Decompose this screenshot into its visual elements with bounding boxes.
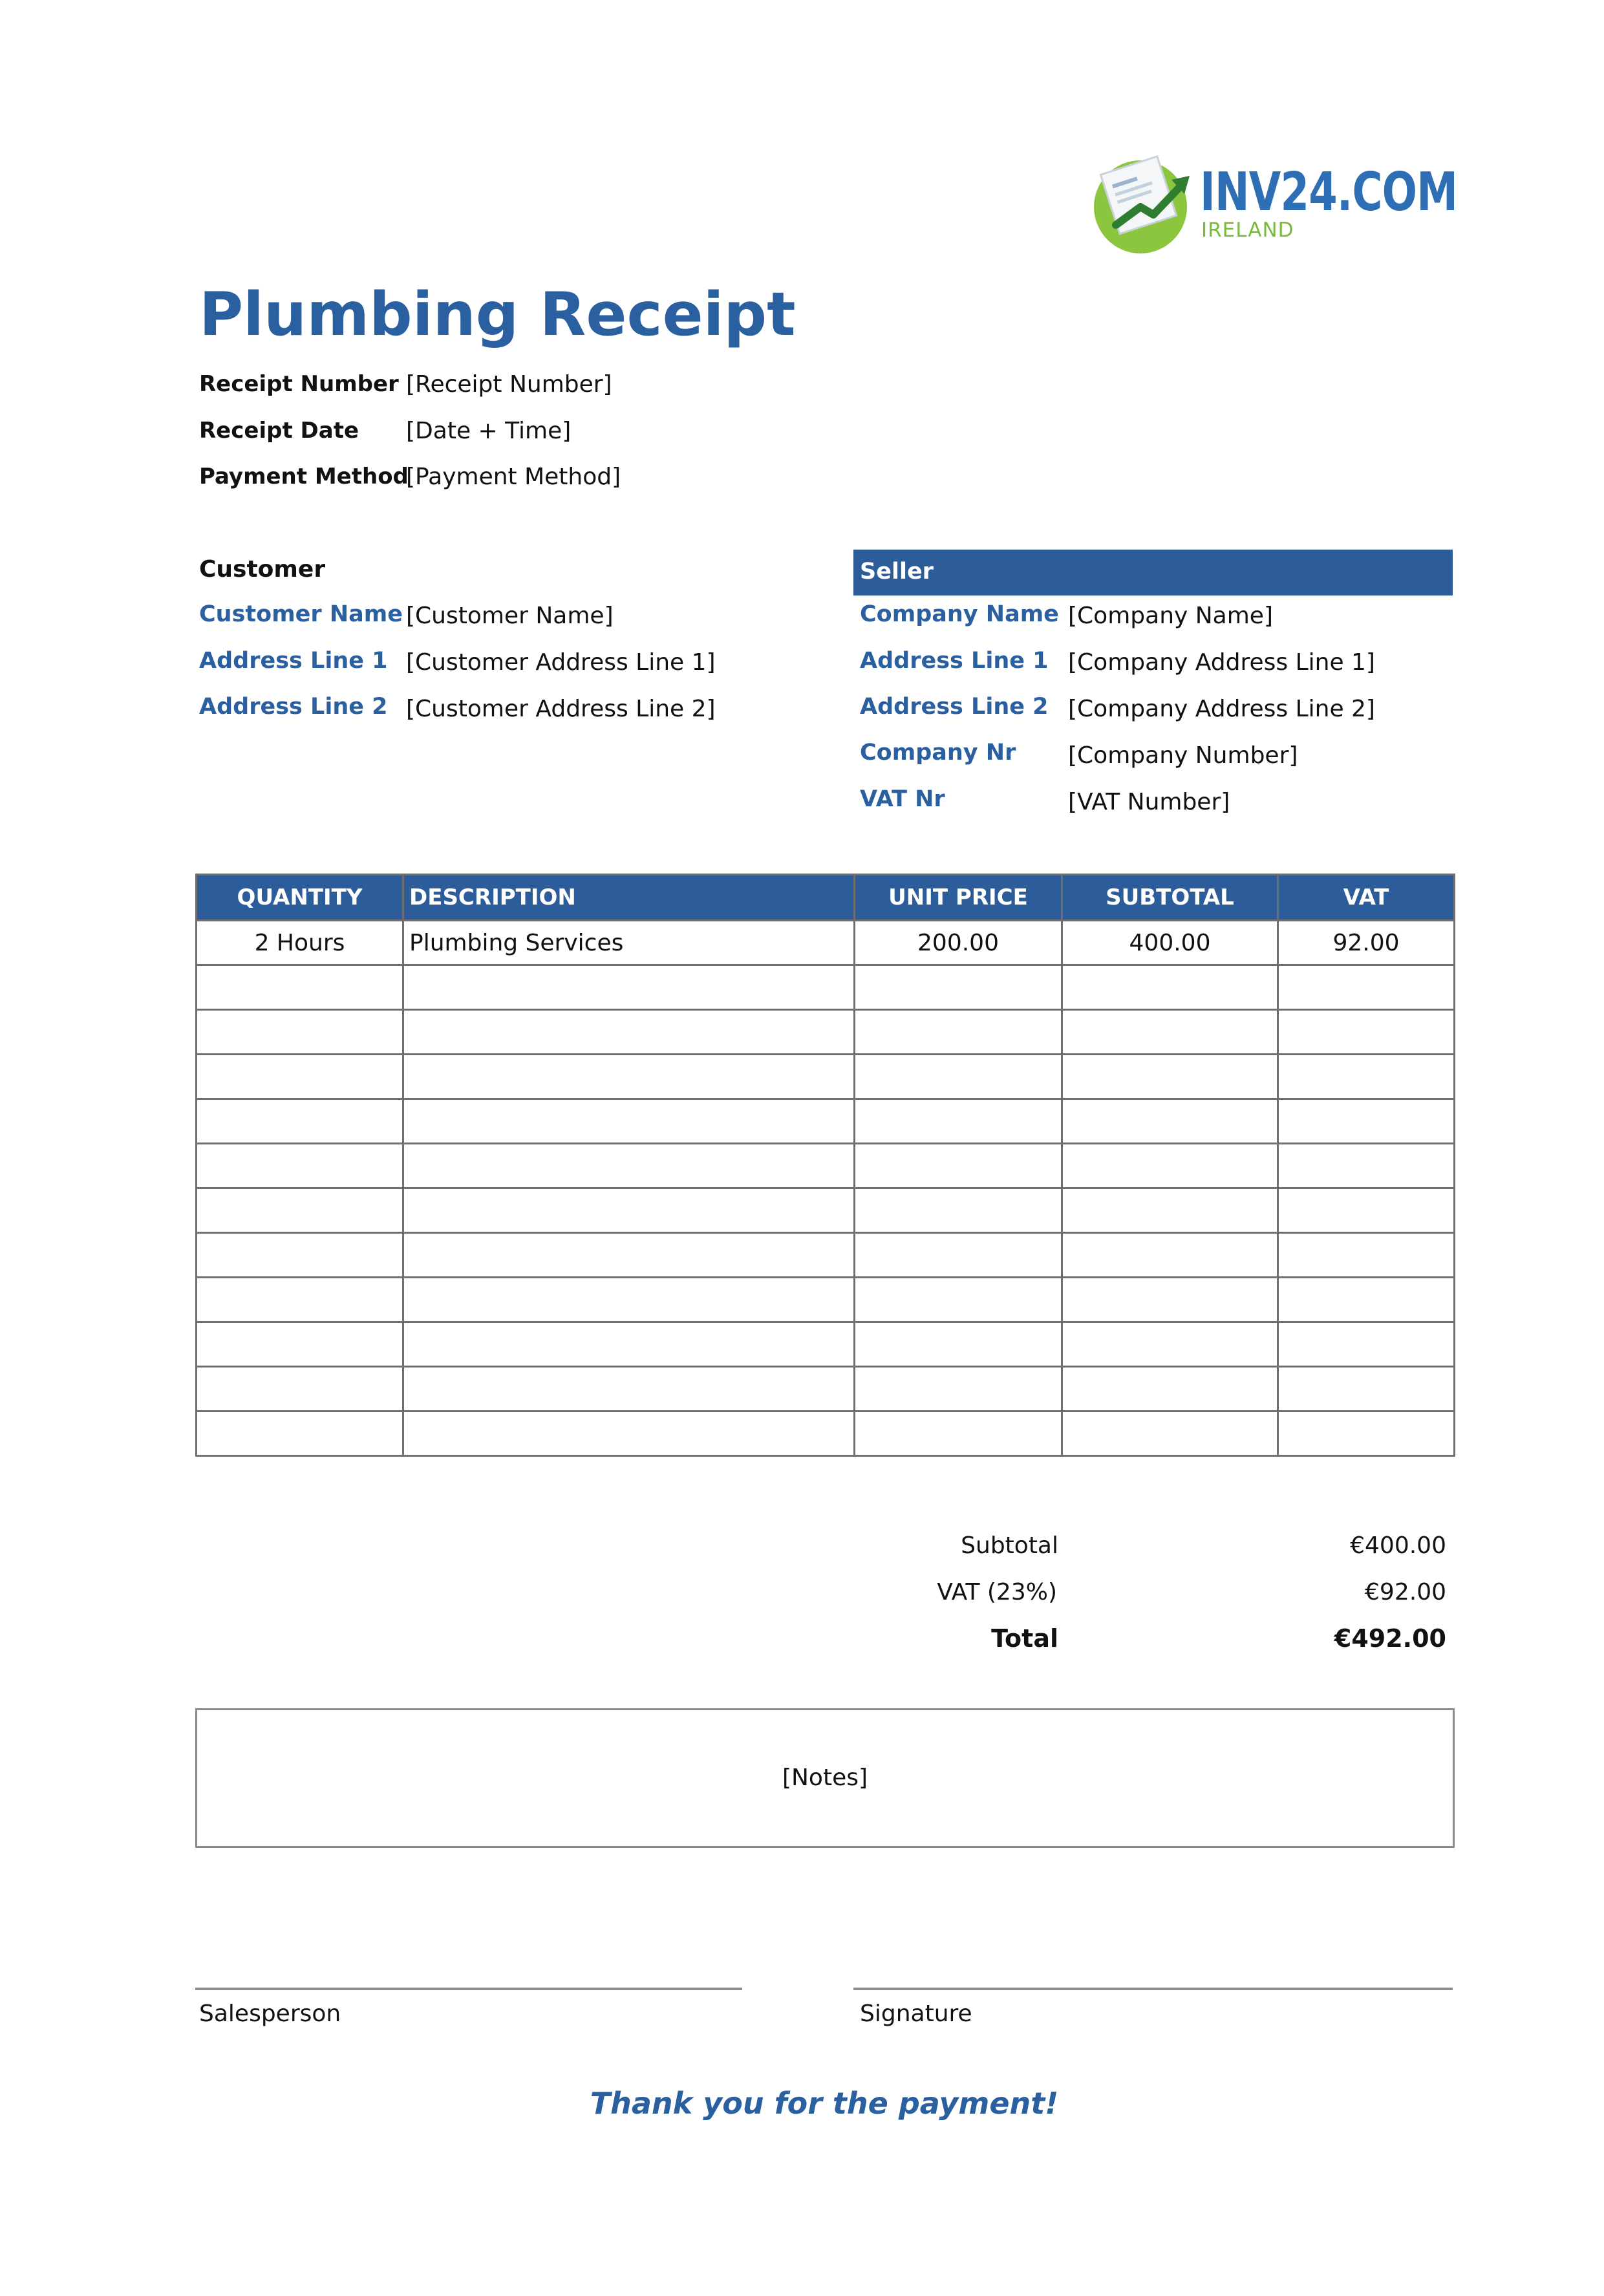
customer-address1-label: Address Line 1: [199, 648, 388, 674]
table-row: [197, 1367, 1455, 1411]
cell-vat: [1278, 1188, 1455, 1233]
customer-address2-label: Address Line 2: [199, 694, 388, 720]
cell-vat: [1278, 1055, 1455, 1099]
col-header-subtotal: SUBTOTAL: [1062, 875, 1278, 921]
cell-unit-price: 200.00: [855, 921, 1062, 965]
col-header-description: DESCRIPTION: [403, 875, 855, 921]
receipt-number-label: Receipt Number: [199, 371, 399, 397]
thank-you-message: Thank you for the payment!: [590, 2086, 1059, 2121]
cell-vat: [1278, 1010, 1455, 1055]
cell-vat: 92.00: [1278, 921, 1455, 965]
total-label: Total: [991, 1624, 1058, 1653]
customer-heading: Customer: [199, 556, 326, 583]
seller-heading: Seller: [860, 559, 934, 585]
cell-description: [403, 1144, 855, 1188]
cell-unit-price: [855, 1188, 1062, 1233]
logo-emblem-icon: [1090, 147, 1200, 257]
subtotal-value: €400.00: [1350, 1532, 1446, 1559]
salesperson-label: Salesperson: [199, 2001, 341, 2027]
cell-subtotal: [1062, 1144, 1278, 1188]
table-row: [197, 1099, 1455, 1144]
seller-company-nr-value: [Company Number]: [1068, 742, 1298, 769]
table-row: [197, 1278, 1455, 1322]
cell-unit-price: [855, 1144, 1062, 1188]
cell-quantity: [197, 1322, 403, 1367]
seller-address2-label: Address Line 2: [860, 694, 1049, 720]
cell-description: [403, 1322, 855, 1367]
customer-name-label: Customer Name: [199, 601, 403, 627]
signature-label: Signature: [860, 2001, 972, 2027]
seller-vat-nr-value: [VAT Number]: [1068, 789, 1230, 815]
logo-subtext: IRELAND: [1201, 219, 1294, 242]
table-row: [197, 921, 1455, 965]
cell-subtotal: [1062, 1099, 1278, 1144]
col-header-quantity: QUANTITY: [197, 875, 403, 921]
cell-description: [403, 1188, 855, 1233]
notes-text: [Notes]: [782, 1765, 868, 1791]
cell-vat: [1278, 1099, 1455, 1144]
cell-subtotal: [1062, 1278, 1278, 1322]
vat-label: VAT (23%): [937, 1579, 1057, 1605]
vat-value: €92.00: [1365, 1579, 1446, 1605]
cell-quantity: [197, 1144, 403, 1188]
cell-description: [403, 1010, 855, 1055]
cell-subtotal: [1062, 1188, 1278, 1233]
cell-vat: [1278, 1144, 1455, 1188]
signature-line: [853, 1988, 1453, 1990]
seller-address1-value: [Company Address Line 1]: [1068, 649, 1375, 676]
page-title: Plumbing Receipt: [199, 279, 796, 349]
cell-subtotal: 400.00: [1062, 921, 1278, 965]
col-header-vat: VAT: [1278, 875, 1455, 921]
table-row: [197, 1233, 1455, 1278]
cell-unit-price: [855, 1055, 1062, 1099]
table-row: [197, 965, 1455, 1010]
cell-unit-price: [855, 1322, 1062, 1367]
cell-quantity: [197, 1278, 403, 1322]
cell-subtotal: [1062, 1367, 1278, 1411]
customer-name-value: [Customer Name]: [406, 603, 614, 629]
table-row: [197, 1411, 1455, 1456]
cell-subtotal: [1062, 1010, 1278, 1055]
cell-description: [403, 1055, 855, 1099]
col-header-unit-price: UNIT PRICE: [855, 875, 1062, 921]
company-logo: [1090, 147, 1458, 257]
cell-description: [403, 1411, 855, 1456]
cell-quantity: [197, 1188, 403, 1233]
cell-vat: [1278, 1322, 1455, 1367]
seller-address1-label: Address Line 1: [860, 648, 1049, 674]
seller-company-nr-label: Company Nr: [860, 740, 1016, 766]
receipt-date-value: [Date + Time]: [406, 418, 572, 444]
cell-unit-price: [855, 1099, 1062, 1144]
subtotal-label: Subtotal: [961, 1532, 1058, 1559]
cell-unit-price: [855, 1278, 1062, 1322]
table-row: [197, 1144, 1455, 1188]
cell-unit-price: [855, 965, 1062, 1010]
seller-header-bar: [853, 550, 1453, 595]
salesperson-line: [195, 1988, 742, 1990]
cell-description: [403, 1099, 855, 1144]
seller-company-name-label: Company Name: [860, 601, 1059, 627]
seller-vat-nr-label: VAT Nr: [860, 786, 945, 812]
cell-subtotal: [1062, 1411, 1278, 1456]
logo-wordmark: INV24.COM: [1200, 162, 1458, 223]
cell-subtotal: [1062, 1233, 1278, 1278]
receipt-date-label: Receipt Date: [199, 418, 359, 444]
cell-quantity: 2 Hours: [197, 921, 403, 965]
cell-description: [403, 1233, 855, 1278]
cell-unit-price: [855, 1411, 1062, 1456]
payment-method-value: [Payment Method]: [406, 464, 621, 490]
cell-unit-price: [855, 1010, 1062, 1055]
notes-box: [195, 1708, 1455, 1848]
cell-description: [403, 965, 855, 1010]
receipt-number-value: [Receipt Number]: [406, 371, 612, 398]
cell-description: Plumbing Services: [403, 921, 855, 965]
cell-vat: [1278, 1411, 1455, 1456]
seller-address2-value: [Company Address Line 2]: [1068, 696, 1375, 722]
cell-quantity: [197, 1055, 403, 1099]
seller-company-name-value: [Company Name]: [1068, 603, 1274, 629]
items-table: [195, 874, 1455, 1457]
cell-subtotal: [1062, 1055, 1278, 1099]
cell-unit-price: [855, 1367, 1062, 1411]
cell-subtotal: [1062, 965, 1278, 1010]
table-row: [197, 1322, 1455, 1367]
payment-method-label: Payment Method: [199, 464, 409, 489]
cell-quantity: [197, 1099, 403, 1144]
cell-description: [403, 1367, 855, 1411]
table-row: [197, 1188, 1455, 1233]
customer-address2-value: [Customer Address Line 2]: [406, 696, 716, 722]
cell-unit-price: [855, 1233, 1062, 1278]
cell-quantity: [197, 1367, 403, 1411]
cell-vat: [1278, 1278, 1455, 1322]
cell-subtotal: [1062, 1322, 1278, 1367]
table-header-row: [197, 875, 1455, 921]
cell-vat: [1278, 1367, 1455, 1411]
cell-quantity: [197, 1411, 403, 1456]
cell-vat: [1278, 1233, 1455, 1278]
table-row: [197, 1055, 1455, 1099]
cell-quantity: [197, 1233, 403, 1278]
customer-address1-value: [Customer Address Line 1]: [406, 649, 716, 676]
cell-quantity: [197, 1010, 403, 1055]
total-value: €492.00: [1334, 1624, 1446, 1653]
table-row: [197, 1010, 1455, 1055]
cell-quantity: [197, 965, 403, 1010]
cell-description: [403, 1278, 855, 1322]
cell-vat: [1278, 965, 1455, 1010]
